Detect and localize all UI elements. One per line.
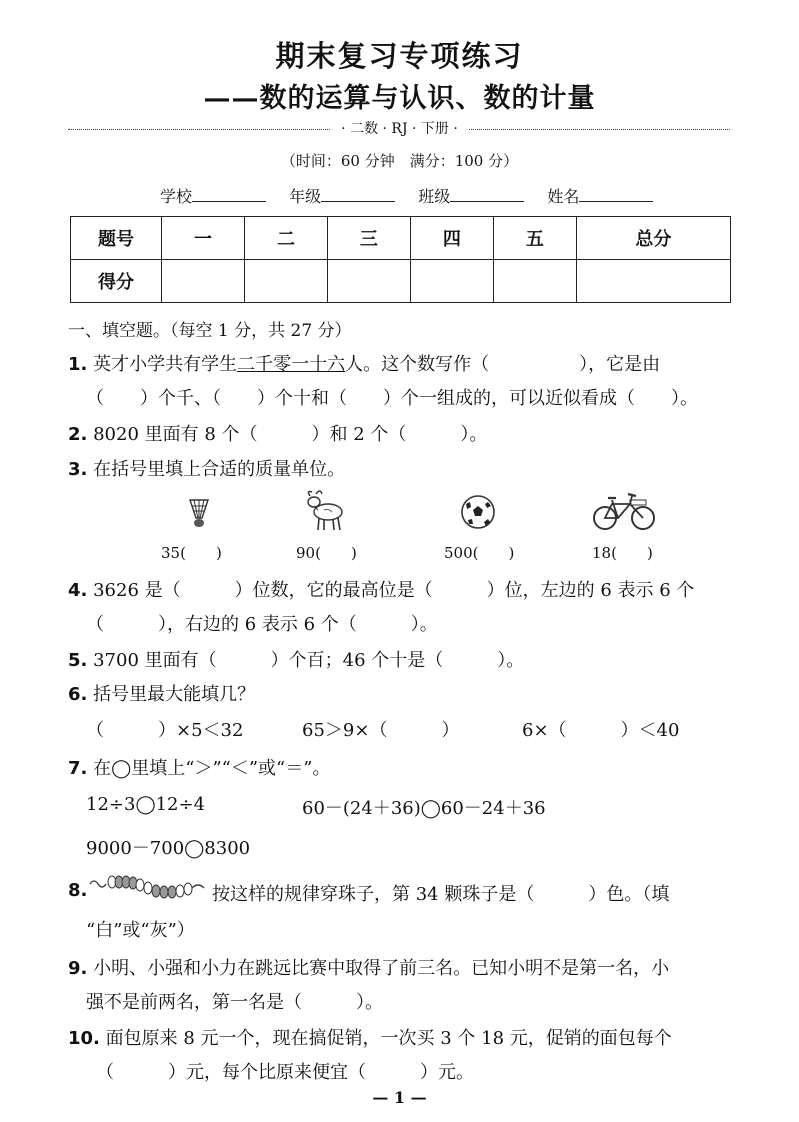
question-8-text: 按这样的规律穿珠子，第 34 颗珠子是（ ）色。（填 (212, 884, 670, 905)
edition-text: · 二数 · RJ · 下册 · (331, 121, 468, 137)
question-number: 8. (68, 880, 88, 901)
student-info-fields (160, 184, 671, 207)
question-number: 9. (68, 958, 88, 979)
school-label: 学校 (160, 187, 193, 206)
question-text: 面包原来 8 元一个，现在搞促销，一次买 3 个 18 元，促销的面包每个 (105, 1028, 672, 1049)
question-number: 6. (68, 684, 88, 705)
score-table-score-row (71, 260, 731, 303)
question-text: 3700 里面有（ ）个百；46 个十是（ ）。 (93, 650, 525, 671)
question-text: 括号里最大能填几？ (93, 684, 256, 705)
grade-label: 年级 (289, 187, 322, 206)
question-8-number (68, 880, 87, 901)
question-8-line-2: “白”或“灰”） (86, 920, 195, 941)
score-table-header-row (71, 217, 731, 260)
question-text: 英才小学共有学生 (93, 354, 238, 375)
question-number: 4. (68, 580, 88, 601)
question-6 (68, 680, 255, 706)
comparison-2[interactable]: 60－(24＋36)◯60－24＋36 (302, 798, 546, 819)
table-header-cell: 三 (327, 217, 410, 260)
soccer-ball-icon (460, 494, 496, 530)
table-header-cell: 二 (244, 217, 327, 260)
underlined-number-words: 二千零一十六 (237, 354, 346, 375)
question-number: 2. (68, 424, 88, 445)
mass-blank-3[interactable]: 500( ) (444, 544, 515, 562)
question-number: 7. (68, 758, 88, 779)
question-text: 3626 是（ ）位数，它的最高位是（ ）位，左边的 6 表示 6 个 (93, 580, 695, 601)
score-cell[interactable] (162, 260, 245, 303)
bicycle-icon (590, 488, 658, 532)
page-subtitle: ——数的运算与认识、数的计量 (203, 83, 596, 114)
question-text: 人。这个数写作（ ），它是由 (345, 354, 661, 375)
score-row-label: 得分 (71, 260, 162, 303)
question-10-line-2: （ ）元，每个比原来便宜（ ）元。 (96, 1062, 474, 1083)
question-text: 在◯里填上“＞”“＜”或“＝”。 (93, 758, 331, 779)
school-blank[interactable] (192, 187, 266, 202)
question-5 (68, 646, 524, 672)
page-number: — 1 — (372, 1088, 427, 1107)
shuttlecock-icon (186, 496, 212, 530)
question-3 (68, 455, 345, 481)
question-2 (68, 420, 487, 446)
class-blank[interactable] (450, 187, 524, 202)
question-text: 在括号里填上合适的质量单位。 (93, 459, 346, 480)
score-table (70, 216, 731, 303)
name-blank[interactable] (579, 187, 653, 202)
question-1-line-2: （ ）个千、（ ）个十和（ ）个一组成的，可以近似看成（ ）。 (86, 388, 698, 409)
edition-label (0, 118, 799, 138)
question-number: 5. (68, 650, 88, 671)
grade-blank[interactable] (321, 187, 395, 202)
question-9 (68, 954, 669, 980)
mass-blank-1[interactable]: 35( ) (161, 544, 222, 562)
question-10 (68, 1024, 672, 1050)
inequality-3[interactable]: 6×（ ）＜40 (522, 720, 680, 741)
score-cell[interactable] (410, 260, 493, 303)
question-1 (68, 350, 660, 376)
question-number: 10. (68, 1028, 100, 1049)
question-7 (68, 754, 330, 780)
score-cell[interactable] (576, 260, 730, 303)
comparison-1[interactable]: 12÷3◯12÷4 (86, 794, 206, 815)
question-4 (68, 576, 694, 602)
bead-string-icon (88, 872, 206, 902)
table-header-cell: 一 (162, 217, 245, 260)
inequality-2[interactable]: 65＞9×（ ） (302, 720, 460, 741)
question-number: 3. (68, 459, 88, 480)
goat-icon (300, 488, 348, 534)
question-9-line-2: 强不是前两名，第一名是（ ）。 (86, 992, 383, 1013)
inequality-1[interactable]: （ ）×5＜32 (86, 720, 244, 741)
question-number: 1. (68, 354, 88, 375)
page-title: 期末复习专项练习 (275, 39, 524, 73)
score-cell[interactable] (327, 260, 410, 303)
table-header-cell: 四 (410, 217, 493, 260)
question-4-line-2: （ ），右边的 6 表示 6 个（ ）。 (86, 614, 438, 635)
mass-blank-2[interactable]: 90( ) (296, 544, 357, 562)
question-text: 8020 里面有 8 个（ ）和 2 个（ ）。 (93, 424, 488, 445)
comparison-3[interactable]: 9000－700◯8300 (86, 838, 251, 859)
question-text: 小明、小强和小力在跳远比赛中取得了前三名。已知小明不是第一名，小 (93, 958, 670, 979)
class-label: 班级 (418, 187, 451, 206)
table-header-cell: 总分 (576, 217, 730, 260)
score-cell[interactable] (244, 260, 327, 303)
table-header-cell: 五 (493, 217, 576, 260)
name-label: 姓名 (547, 187, 580, 206)
score-cell[interactable] (493, 260, 576, 303)
section-heading: 一、填空题。（每空 1 分，共 27 分） (68, 321, 352, 341)
table-header-cell: 题号 (71, 217, 162, 260)
mass-blank-4[interactable]: 18( ) (592, 544, 653, 562)
exam-meta: （时间：60 分钟 满分：100 分） (280, 152, 519, 170)
